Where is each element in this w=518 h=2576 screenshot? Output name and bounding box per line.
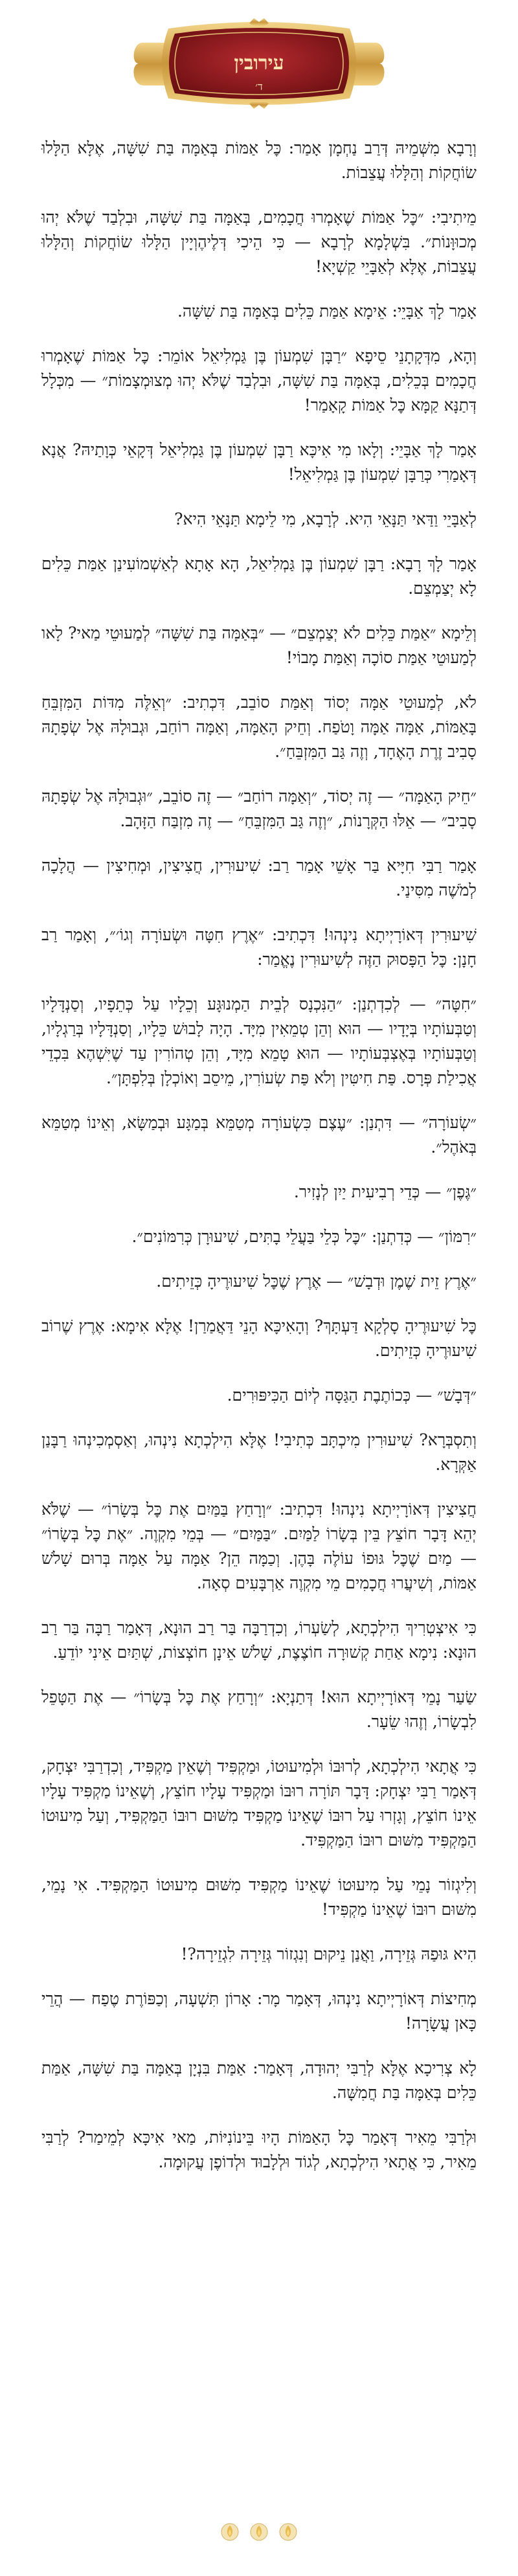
- text-body: [41, 136, 477, 2195]
- footer-ornament: [0, 2523, 518, 2544]
- text-paragraph: אָמַר רַבִּי חִיָּיא בַּר אָשֵׁי אָמַר רַב: שִׁיעוּרִין, חֲצִיצִין, וּמְחִיצִין — הֲלָכָה לְמֹשֶׁה מִסִּינַי.: [41, 856, 477, 899]
- text-paragraph: ״שְׂעוֹרָה״ — דִּתְנַן: ״עֶצֶם כִּשְׂעוֹרָה מְטַמֵּא בְּמַגָּע וּבְמַשָּׂא, וְאֵינוֹ מְטַמֵּא בְּאֹהֶל״.: [41, 1113, 477, 1157]
- text-paragraph: ״אֶרֶץ זֵית שֶׁמֶן וּדְבָשׁ״ — אֶרֶץ שֶׁכׇּל שִׁיעוּרֶיהָ כְּזֵיתִים.: [156, 1272, 477, 1291]
- page-title: עירובין: [234, 52, 284, 74]
- text-paragraph: וְתִסְבְּרָא? שִׁיעוּרִין מִיכְתָּב כְּתִיבִי! אֶלָּא הִילְכְתָא נִינְהוּ, וְאַסְמְכִינְהוּ רַבָּנַן אַקְּרָא.: [41, 1430, 477, 1474]
- daf-number: ד׳: [255, 80, 263, 93]
- text-paragraph: אָמַר לָךְ אַבָּיֵי: אֵימָא אַמַּת כֵּלִים בְּאַמָּה בַּת שִׁשָּׁה.: [177, 302, 477, 321]
- candle-flame-icon: [221, 2523, 239, 2541]
- text-paragraph: ״חֵיק הָאַמָּה״ — זֶה יְסוֹד, ״וְאַמָּה רוֹחַב״ — זֶה סוֹבֵב, ״וּגְבוּלָהּ אֶל שְׂפָתָהּ סָבִיב״ — אֵלּוּ הַקְּרָנוֹת, ״וְזֶה גַּב הַמִּזְבֵּחַ״ — זֶה מִזְבַּח הַזָּהָב.: [41, 787, 477, 830]
- text-paragraph: ״דְּבָשׁ״ — כְּכוֹתֶבֶת הַגַּסָּה לְיוֹם הַכִּיפּוּרִים.: [227, 1386, 477, 1405]
- text-paragraph: אָמַר לָךְ אַבָּיֵי: וְלָאו מִי אִיכָּא רַבָּן שִׁמְעוֹן בֶּן גַּמְלִיאֵל דְּקָאֵי כְּוָתַיהּ? אֲנָא דְּאָמַרִי כְּרַבָּן שִׁמְעוֹן בֶּן גַּמְלִיאֵל!: [41, 440, 477, 484]
- text-paragraph: וְלִיגְזוֹר נָמֵי עַל מִיעוּטוֹ שֶׁאֵינוֹ מַקְפִּיד מִשּׁוּם מִיעוּטוֹ הַמַּקְפִּיד. אִי נָמֵי, מִשּׁוּם רוּבּוֹ שֶׁאֵינוֹ מַקְפִּיד!: [41, 1875, 477, 1919]
- text-paragraph: כׇּל שִׁיעוּרֶיהָ סָלְקָא דַּעְתָּךְ? וְהָאִיכָּא הָנֵי דַּאֲמַרַן! אֶלָּא אִימָא: אֶרֶץ שֶׁרוֹב שִׁיעוּרֶיהָ כְּזֵיתִים.: [41, 1316, 477, 1360]
- text-paragraph: מְחִיצוֹת דְּאוֹרָיְיתָא נִינְהוּ, דְּאָמַר מָר: אָרוֹן תִּשְׁעָה, וְכַפּוֹרֶת טֶפַח — הֲרֵי כָּאן עֲשָׂרָה!: [41, 1989, 477, 2033]
- text-paragraph: חֲצִיצִין דְּאוֹרָיְיתָא נִינְהוּ! דִּכְתִיב: ״וְרָחַץ בַּמַּיִם אֶת כׇּל בְּשָׂרוֹ״ — שֶׁלֹּא יְהֵא דָּבָר חוֹצֵץ בֵּין בְּשָׂרוֹ לַמַּיִם. ״בַּמַּיִם״ — בְּמֵי מִקְוֶה. ״אֶת כׇּל בְּשָׂרוֹ״ — מַיִם שֶׁכׇּל גּוּפוֹ עוֹלֶה בָּהֶן. וְכַמָּה הֵן? אַמָּה עַל אַמָּה בְּרוּם שָׁלֹשׁ אַמּוֹת, וְשִׁיעֲרוּ חֲכָמִים מֵי מִקְוֶה אַרְבָּעִים סְאָה.: [41, 1500, 477, 1592]
- candle-flame-icon: [279, 2523, 297, 2541]
- text-paragraph: וְרָבָא מִשְּׁמֵיהּ דְּרַב נַחְמָן אָמַר: כׇּל אַמּוֹת בְּאַמָּה בַּת שִׁשָּׁה, אֶלָּא הַלָּלוּ שׂוֹחֲקוֹת וְהַלָּלוּ עֲצֵבוֹת.: [41, 139, 477, 182]
- text-paragraph: שַׂעַר נָמֵי דְּאוֹרָיְיתָא הוּא! דְּתַנְיָא: ״וְרָחַץ אֶת כׇּל בְּשָׂרוֹ״ — אֶת הַטָּפֵל לִבְשָׂרוֹ, וְזֶהוּ שֵׂעָר.: [41, 1688, 477, 1731]
- text-paragraph: לְאַבָּיֵי וַדַּאי תַּנָּאֵי הִיא. לְרָבָא, מִי לֵימָא תַּנָּאֵי הִיא?: [174, 510, 477, 528]
- text-paragraph: כִּי אֲתָאי הִילְכְתָא, לְרוּבּוֹ וּלְמִיעוּטוֹ, וּמַקְפִּיד וְשֶׁאֵין מַקְפִּיד, וְכִדְרַבִּי יִצְחָק, דְּאָמַר רַבִּי יִצְחָק: דָּבָר תּוֹרָה רוּבּוֹ וּמַקְפִּיד עָלָיו חוֹצֵץ, וְשֶׁאֵינוֹ מַקְפִּיד עָלָיו אֵינוֹ חוֹצֵץ, וְגָזְרוּ עַל רוּבּוֹ שֶׁאֵינוֹ מַקְפִּיד מִשּׁוּם רוּבּוֹ הַמַּקְפִּיד, וְעַל מִיעוּטוֹ הַמַּקְפִּיד מִשּׁוּם רוּבּוֹ הַמַּקְפִּיד.: [41, 1757, 477, 1849]
- header: [0, 0, 518, 130]
- text-paragraph: וּלְרַבִּי מֵאִיר דְּאָמַר כׇּל הָאַמּוֹת הָיוּ בֵּינוֹנִיּוֹת, מַאי אִיכָּא לְמֵימַר? לְרַבִּי מֵאִיר, כִּי אֲתָאי הִילְכְתָא, לְגוֹד וּלְלָבוּד וּלְדוֹפֶן עֲקוּמָה.: [41, 2128, 477, 2171]
- text-paragraph: וְלֵימָא ״אַמַּת כֵּלִים לֹא יְצַמְצֵם״ — ״בְּאַמָּה בַּת שִׁשָּׁה״ לְמַעוּטֵי מַאי? לָאו לְמַעוּטֵי אַמַּת סוֹכָה וְאַמַּת מָבוֹי!: [41, 624, 477, 667]
- title-banner: [130, 18, 388, 109]
- text-paragraph: שִׁיעוּרִין דְּאוֹרָיְיתָא נִינְהוּ! דִּכְתִיב: ״אֶרֶץ חִטָּה וּשְׂעוֹרָה וְגוֹ׳״, וְאָמַר רַב חָנָן: כׇּל הַפָּסוּק הַזֶּה לְשִׁיעוּרִין נֶאֱמַר:: [41, 925, 477, 969]
- text-paragraph: וְהָא, מִדְּקָתָנֵי סֵיפָא ״רַבָּן שִׁמְעוֹן בֶּן גַּמְלִיאֵל אוֹמֵר: כׇּל אַמּוֹת שֶׁאָמְרוּ חֲכָמִים בְּכֵלִים, בְּאַמָּה בַּת שִׁשָּׁה, וּבִלְבַד שֶׁלֹּא יְהוּ מְצוּמְצָמוֹת״ — מִכְּלָל דְּתַנָּא קַמָּא כׇּל אַמּוֹת קָאָמַר!: [41, 346, 477, 414]
- text-paragraph: ״חִטָּה״ — לְכִדְתְנַן: ״הַנִּכְנָס לְבֵית הַמְנוּגָּע וְכֵלָיו עַל כְּתֵפָיו, וְסַנְדָּלָיו וְטַבְּעוֹתָיו בְּיָדָיו — הוּא וְהֵן טְמֵאִין מִיָּד. הָיָה לָבוּשׁ כֵּלָיו, וְסַנְדָּלָיו בְּרַגְלָיו, וְטַבְּעוֹתָיו בְּאֶצְבְּעוֹתָיו — הוּא טָמֵא מִיָּד, וְהֵן טְהוֹרִין עַד שֶׁיִּשְׁהֶא בִּכְדֵי אֲכִילַת פְּרָס. פַּת חִיטִּין וְלֹא פַּת שְׂעוֹרִין, מֵיסֵב וְאוֹכְלָן בְּלִפְתָּן״.: [41, 995, 477, 1087]
- text-paragraph: אָמַר לָךְ רָבָא: רַבָּן שִׁמְעוֹן בֶּן גַּמְלִיאֵל, הָא אָתָא לְאַשְׁמוֹעִינַן אַמַּת כֵּלִים לָא יְצַמְצֵם.: [41, 554, 477, 598]
- text-paragraph: כִּי אִיצְטְרִיךְ הִילְכְתָא, לְשַׂעְרוֹ, וְכִדְרַבָּה בַּר רַב הוּנָא, דְּאָמַר רַבָּה בַּר רַב הוּנָא: נִימָא אַחַת קְשׁוּרָה חוֹצֶצֶת, שָׁלֹשׁ אֵינָן חוֹצְצוֹת, שְׁתַּיִם אֵינִי יוֹדֵעַ.: [41, 1618, 477, 1662]
- candle-flame-icon: [250, 2523, 268, 2541]
- text-paragraph: ״גֶּפֶן״ — כְּדֵי רְבִיעִית יַיִן לְנָזִיר.: [293, 1182, 477, 1201]
- text-paragraph: הִיא גּוּפַהּ גְּזֵירָה, וַאֲנַן נֵיקוּם וְנִגְזוֹר גְּזֵירָה לִגְזֵירָה?!: [181, 1945, 477, 1963]
- text-paragraph: לָא צְרִיכָא אֶלָּא לְרַבִּי יְהוּדָה, דְּאָמַר: אַמַּת בִּנְיָן בְּאַמָּה בַּת שִׁשָּׁה, אַמַּת כֵּלִים בְּאַמָּה בַּת חֲמִשָּׁה.: [41, 2059, 477, 2102]
- text-paragraph: מֵיתִיבִי: ״כׇּל אַמּוֹת שֶׁאָמְרוּ חֲכָמִים, בְּאַמָּה בַּת שִׁשָּׁה, וּבִלְבַד שֶׁלֹּא יְהוּ מְכוּוָּנוֹת״. בִּשְׁלָמָא לְרָבָא — כִּי הֵיכִי דְּלֶיהֶוְיָין הַלָּלוּ שׂוֹחֲקוֹת וְהַלָּלוּ עֲצֵבוֹת, אֶלָּא לְאַבָּיֵי קַשְׁיָא!: [41, 208, 477, 276]
- text-paragraph: ״רִמּוֹן״ — כְּדִתְנַן: ״כׇּל כְּלֵי בַּעֲלֵי בָתִּים, שִׁיעוּרָן כְּרִמּוֹנִים״.: [131, 1227, 477, 1246]
- text-paragraph: לֹא, לְמַעוּטֵי אַמָּה יְסוֹד וְאַמַּת סוֹבֵב, דִּכְתִיב: ״וְאֵלֶּה מִדּוֹת הַמִּזְבֵּחַ בָּאַמּוֹת, אַמָּה אַמָּה וָטֹפַח. וְחֵיק הָאַמָּה, וְאַמָּה רוֹחַב, וּגְבוּלָהּ אֶל שְׂפָתָהּ סָבִיב זֶרֶת הָאֶחָד, וְזֶה גַּב הַמִּזְבֵּחַ״.: [41, 693, 477, 761]
